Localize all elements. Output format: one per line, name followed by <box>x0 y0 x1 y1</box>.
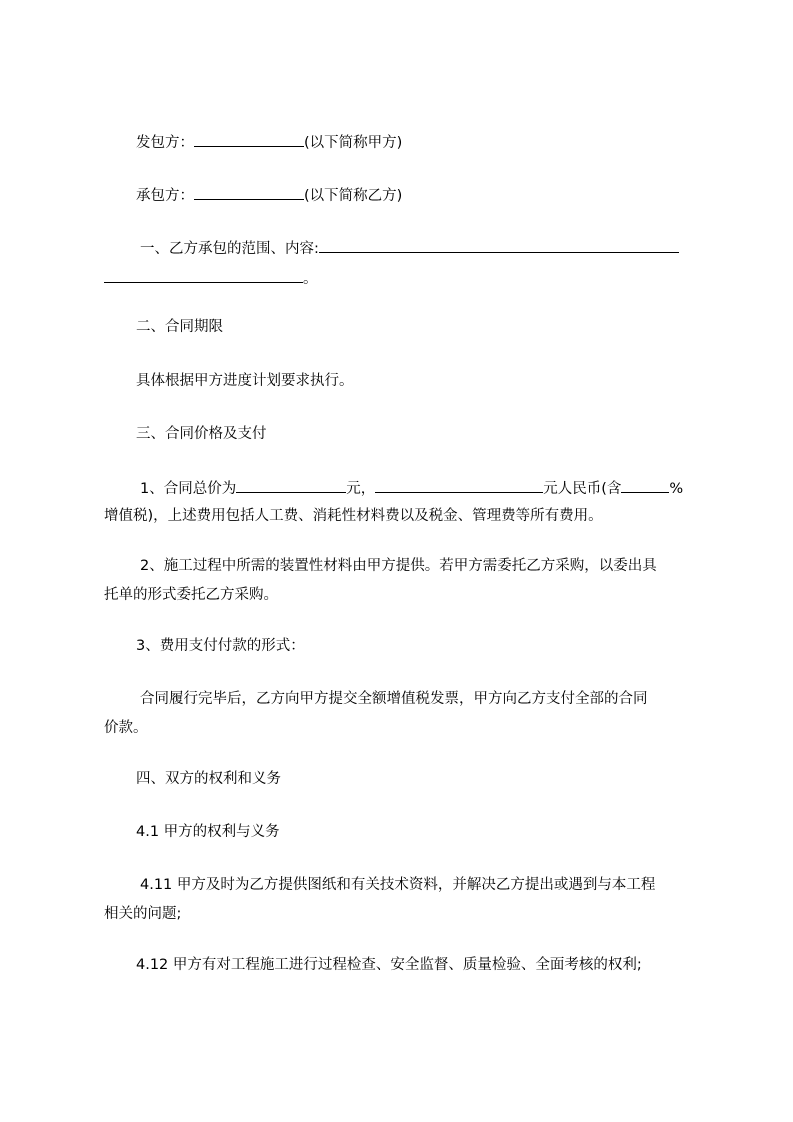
section-2-heading: 二、合同期限 <box>136 319 223 335</box>
section-4-1: 4.1 甲方的权利与义务 <box>136 824 280 840</box>
section-4-12: 4.12 甲方有对工程施工进行过程检查、安全监督、质量检验、全面考核的权利; <box>136 957 642 973</box>
section-1-line <box>140 238 679 258</box>
total-price-blank <box>236 478 346 493</box>
total-price-label: 1、合同总价为 <box>140 481 237 497</box>
section-1-blank-2 <box>104 268 303 283</box>
section-4-11-line-1: 4.11 甲方及时为乙方提供图纸和有关技术资料，并解决乙方提出或遇到与本工程 <box>140 877 656 893</box>
section-3-p1-line-1 <box>140 478 683 498</box>
section-4-heading: 四、双方的权利和义务 <box>136 771 281 787</box>
section-2-body: 具体根据甲方进度计划要求执行。 <box>136 373 354 389</box>
party-b-blank <box>194 185 304 200</box>
section-3-p1-line-2: 增值税)，上述费用包括人工费、消耗性材料费以及税金、管理费等所有费用。 <box>104 508 603 524</box>
section-3-p3-body-line-2: 价款。 <box>104 720 148 736</box>
total-price-words-blank <box>375 478 543 493</box>
section-3-p2-line-1: 2、施工过程中所需的装置性材料由甲方提供。若甲方需委托乙方采购，以委出具 <box>140 558 657 574</box>
party-a-blank <box>194 132 304 147</box>
party-b-line <box>136 185 402 205</box>
yuan-label: 元， <box>346 481 376 497</box>
party-a-suffix: (以下简称甲方) <box>304 135 403 151</box>
section-1-end: 。 <box>303 271 318 287</box>
section-1-heading: 一、乙方承包的范围、内容: <box>140 241 319 257</box>
section-4-11-line-2: 相关的问题; <box>104 906 182 922</box>
section-3-heading: 三、合同价格及支付 <box>136 426 267 442</box>
section-3-p3-body-line-1: 合同履行完毕后，乙方向甲方提交全额增值税发票，甲方向乙方支付全部的合同 <box>140 691 648 707</box>
party-a-label: 发包方： <box>136 135 194 151</box>
party-b-suffix: (以下简称乙方) <box>304 188 403 204</box>
section-1-line-2 <box>104 268 318 288</box>
party-a-line <box>136 132 402 152</box>
tax-rate-blank <box>621 478 669 493</box>
percent-label: % <box>669 481 684 497</box>
section-3-p2-line-2: 托单的形式委托乙方采购。 <box>104 587 278 603</box>
party-b-label: 承包方： <box>136 188 194 204</box>
section-3-p3: 3、费用支付付款的形式： <box>136 638 305 654</box>
rmb-label: 元人民币(含 <box>543 481 622 497</box>
section-1-blank <box>319 238 679 253</box>
